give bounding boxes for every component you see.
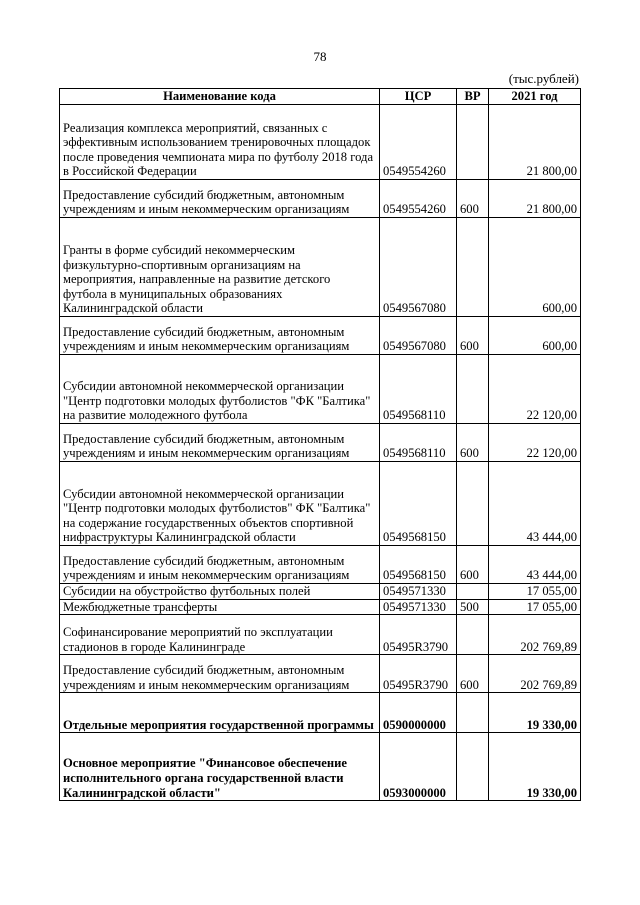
row-sum: 43 444,00	[489, 546, 581, 584]
table-row	[60, 615, 581, 655]
row-sum: 22 120,00	[489, 355, 581, 424]
row-vr: 600	[457, 655, 489, 693]
units-label: (тыс.рублей)	[508, 71, 579, 86]
row-vr: 600	[457, 424, 489, 462]
table-row	[60, 218, 581, 317]
row-name: Гранты в форме субсидий некоммерческим физкультурно-спортивным организациям на мероприятия, направленные на развитие детского футбола в муниципальных образованиях Калининградской области	[60, 218, 380, 317]
row-csr: 0549571330	[380, 584, 457, 600]
table-row	[60, 733, 581, 801]
table-row	[60, 317, 581, 355]
budget-table	[59, 88, 581, 801]
row-vr	[457, 462, 489, 546]
row-csr: 0593000000	[380, 733, 457, 801]
row-sum: 22 120,00	[489, 424, 581, 462]
row-csr: 0549567080	[380, 317, 457, 355]
row-csr: 0549568110	[380, 355, 457, 424]
row-name: Реализация комплекса мероприятий, связанных с эффективным использованием тренировочных площадок после проведения чемпионата мира по футболу 2018 года в Российской Федерации	[60, 105, 380, 180]
row-name: Межбюджетные трансферты	[60, 599, 380, 615]
table-row	[60, 355, 581, 424]
row-csr: 0549554260	[380, 180, 457, 218]
row-name: Субсидии автономной некоммерческой организации "Центр подготовки молодых футболистов "ФК "Балтика" на развитие молодежного футбола	[60, 355, 380, 424]
row-sum: 17 055,00	[489, 584, 581, 600]
row-vr: 600	[457, 546, 489, 584]
header-csr: ЦСР	[380, 89, 457, 105]
row-vr: 600	[457, 317, 489, 355]
row-csr: 05495R3790	[380, 655, 457, 693]
table-row	[60, 599, 581, 615]
table-row	[60, 655, 581, 693]
row-name: Предоставление субсидий бюджетным, автономным учреждениям и иным некоммерческим организациям	[60, 180, 380, 218]
table-row	[60, 462, 581, 546]
header-vr: ВР	[457, 89, 489, 105]
table-header-row	[60, 89, 581, 105]
row-vr	[457, 105, 489, 180]
table-row	[60, 424, 581, 462]
row-name: Предоставление субсидий бюджетным, автономным учреждениям и иным некоммерческим организациям	[60, 546, 380, 584]
row-vr	[457, 355, 489, 424]
row-name: Предоставление субсидий бюджетным, автономным учреждениям и иным некоммерческим организациям	[60, 317, 380, 355]
row-csr: 0549568150	[380, 462, 457, 546]
row-name: Отдельные мероприятия государственной программы	[60, 693, 380, 733]
row-vr	[457, 733, 489, 801]
row-csr: 0549568110	[380, 424, 457, 462]
row-csr: 0590000000	[380, 693, 457, 733]
row-sum: 202 769,89	[489, 655, 581, 693]
table-row	[60, 105, 581, 180]
row-sum: 21 800,00	[489, 180, 581, 218]
row-vr	[457, 615, 489, 655]
row-name: Предоставление субсидий бюджетным, автономным учреждениям и иным некоммерческим организациям	[60, 655, 380, 693]
row-vr	[457, 218, 489, 317]
row-vr: 600	[457, 180, 489, 218]
table-row	[60, 584, 581, 600]
row-sum: 19 330,00	[489, 693, 581, 733]
row-vr	[457, 584, 489, 600]
row-sum: 21 800,00	[489, 105, 581, 180]
table-row	[60, 180, 581, 218]
table-row	[60, 546, 581, 584]
row-name: Предоставление субсидий бюджетным, автономным учреждениям и иным некоммерческим организациям	[60, 424, 380, 462]
row-sum: 17 055,00	[489, 599, 581, 615]
row-csr: 0549554260	[380, 105, 457, 180]
row-csr: 05495R3790	[380, 615, 457, 655]
table-row	[60, 693, 581, 733]
row-csr: 0549571330	[380, 599, 457, 615]
row-sum: 600,00	[489, 317, 581, 355]
row-csr: 0549568150	[380, 546, 457, 584]
row-name: Субсидии на обустройство футбольных полей	[60, 584, 380, 600]
page-number: 78	[313, 49, 327, 64]
row-sum: 43 444,00	[489, 462, 581, 546]
row-sum: 202 769,89	[489, 615, 581, 655]
row-vr	[457, 693, 489, 733]
row-vr: 500	[457, 599, 489, 615]
row-sum: 19 330,00	[489, 733, 581, 801]
row-name: Основное мероприятие "Финансовое обеспечение исполнительного органа государственной власти Калининградской области"	[60, 733, 380, 801]
row-name: Софинансирование мероприятий по эксплуатации стадионов в городе Калининграде	[60, 615, 380, 655]
row-sum: 600,00	[489, 218, 581, 317]
row-name: Субсидии автономной некоммерческой организации "Центр подготовки молодых футболистов" ФК "Балтика" на содержание государственных объектов спортивной нифраструктуры Калининградской области	[60, 462, 380, 546]
header-name: Наименование кода	[60, 89, 380, 105]
row-csr: 0549567080	[380, 218, 457, 317]
header-year: 2021 год	[489, 89, 581, 105]
